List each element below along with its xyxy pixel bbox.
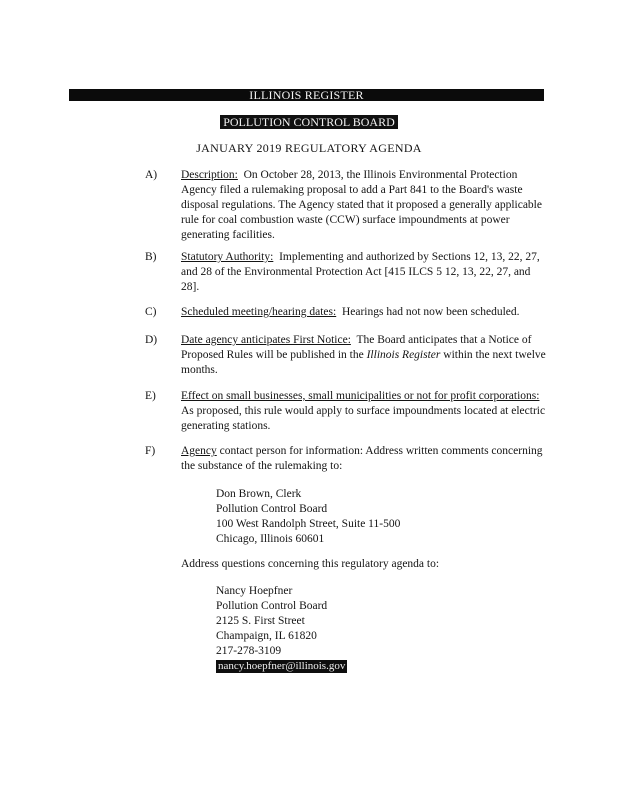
item-heading: Effect on small businesses, small municipalities or not for profit corporations: [181, 390, 540, 402]
item-body [181, 250, 547, 295]
item-heading: Scheduled meeting/hearing dates: [181, 306, 337, 318]
item-letter: B) [145, 251, 157, 263]
item-letter: D) [145, 334, 158, 346]
item-text: contact person for information: Address written comments concerning the substance of the rulemaking to: [181, 445, 543, 472]
item-letter: A) [145, 169, 158, 181]
contact-email: nancy.hoepfner@illinois.gov [218, 660, 346, 672]
item-text: The Board anticipates that a Notice of Proposed Rules will be published in the [181, 334, 532, 361]
item-letter: E) [145, 390, 156, 402]
item-letter: F) [145, 445, 156, 457]
item-letter: C) [145, 306, 157, 318]
address-questions-text: Address questions concerning this regulatory agenda to: [181, 558, 440, 570]
board-title [0, 113, 618, 131]
contact-phone: 217-278-3109 [216, 645, 282, 657]
item-text: within the next twelve months. [181, 349, 546, 376]
contact-city: Champaign, IL 61820 [216, 630, 317, 642]
item-text-italic: Illinois Register [366, 349, 441, 361]
contact-street: 100 West Randolph Street, Suite 11-500 [216, 518, 401, 530]
contact-name: Nancy Hoepfner [216, 585, 293, 597]
item-body [181, 389, 547, 434]
contact-city: Chicago, Illinois 60601 [216, 533, 325, 545]
item-text: Hearings had not now been scheduled. [341, 306, 520, 318]
agenda-title: JANUARY 2019 REGULATORY AGENDA [196, 141, 422, 155]
item-heading: Description: [181, 169, 238, 181]
item-body [181, 444, 547, 474]
item-heading: Agency [181, 445, 217, 457]
contact-name: Don Brown, Clerk [216, 488, 302, 500]
contact-org: Pollution Control Board [216, 600, 328, 612]
contact-address-agenda [216, 584, 347, 674]
item-text: On October 28, 2013, the Illinois Environmental Protection Agency filed a rulemaking proposal to add a Part 841 to the Board's waste disposal regulations. The Agency stated that it proposed a generally applicable rule for coal combustion waste (CCW) surface impoundments at power generating facilities. [181, 169, 542, 241]
board-title-text: POLLUTION CONTROL BOARD [220, 115, 398, 129]
item-body [181, 168, 547, 243]
item-text: As proposed, this rule would apply to surface impoundments located at electric generating stations. [181, 405, 546, 432]
item-heading: Date agency anticipates First Notice: [181, 334, 351, 346]
contact-street: 2125 S. First Street [216, 615, 305, 627]
item-text: Implementing and authorized by Sections 12, 13, 22, 27, and 28 of the Environmental Protection Act [415 ILCS 5 12, 13, 22, 27, and 28]. [181, 251, 540, 293]
item-body [181, 305, 547, 320]
item-body [181, 333, 547, 378]
contact-address-clerk [216, 487, 400, 547]
register-title: ILLINOIS REGISTER [249, 88, 364, 102]
contact-org: Pollution Control Board [216, 503, 328, 515]
item-heading: Statutory Authority: [181, 251, 274, 263]
